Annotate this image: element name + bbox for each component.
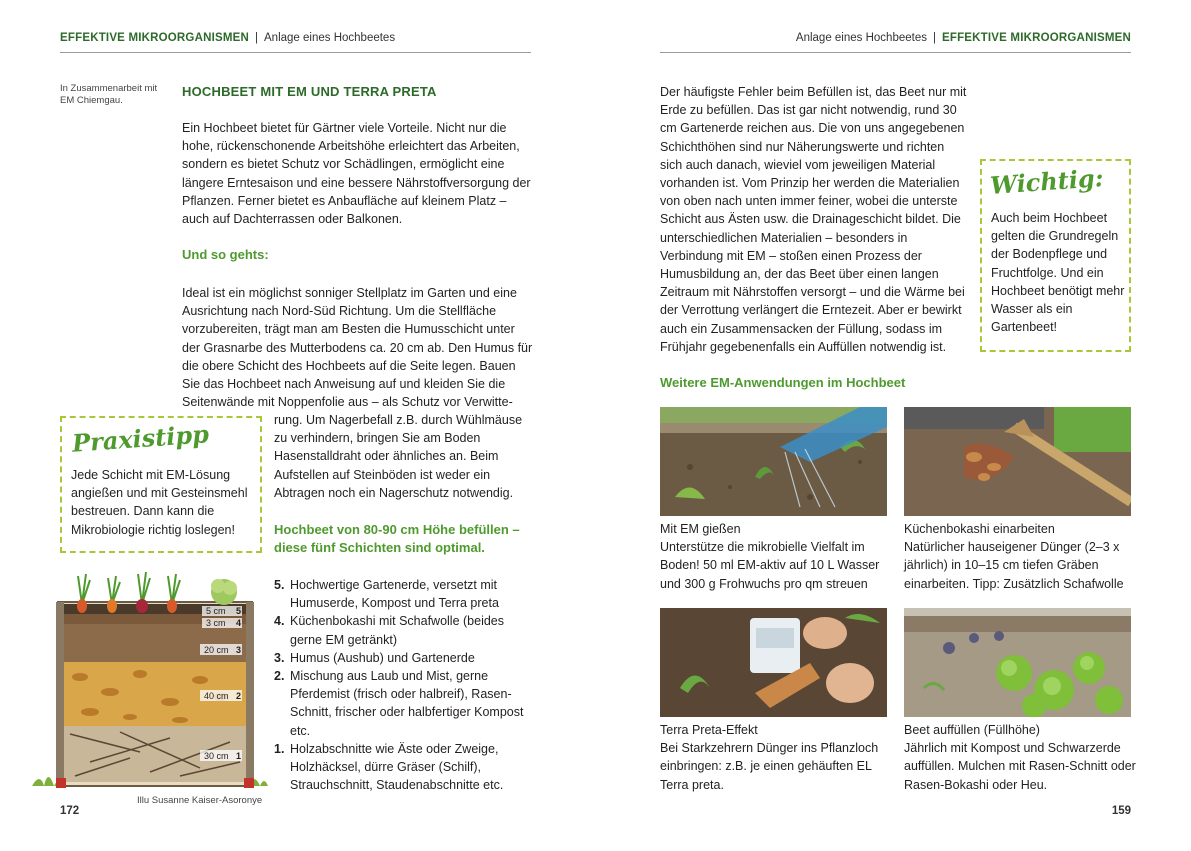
photo-caption-bokashi xyxy=(904,520,1144,593)
page-number-right: 159 xyxy=(1111,805,1131,817)
important-note-box xyxy=(980,159,1131,352)
caption-title: Küchenbokashi einarbeiten xyxy=(904,522,1055,536)
layer-5-depth: 5 cm xyxy=(206,606,226,616)
layer-1-depth: 30 cm xyxy=(204,751,229,761)
caption-text: Natürlicher hauseigener Dünger (2–3 x jährlich) in 10–15 cm tiefen Gräben einarbeiten. Tipp: Zusätzlich Schafwolle xyxy=(904,540,1124,591)
caption-text: Bei Starkzehrern Dünger ins Pflanzloch einbringen: z.B. je einen gehäuften EL Terra preta. xyxy=(660,741,879,792)
practice-tip-title: Praxistipp xyxy=(71,419,210,458)
instructions-paragraph: Ideal ist ein möglichst sonniger Stellplatz im Garten und eine Ausrichtung nach Nord-Süd Richtung. Um die Stellfläche vorzubereiten, trägt man am Besten die Humusschicht unter der Grasnarbe des Mutterbodens ca. 20 cm ab. Den Humus für die obere Schicht des Hochbeets auf die Seite legen. Bauen Sie das Hochbeet nach Anweisung auf und kleiden Sie die Seitenwände mit Noppenfolie aus – als Schutz vor Verwitte- xyxy=(182,286,533,410)
photo-bokashi xyxy=(904,407,1131,516)
caption-title: Mit EM gießen xyxy=(660,522,741,536)
layer-3-number: 3 xyxy=(236,645,242,655)
important-note-text: Auch beim Hochbeet gelten die Grundregeln der Bodenpflege und Fruchtfolge. Und ein Hochbeet benötigt mehr Wasser als ein Gartenbeet! xyxy=(991,211,1125,335)
layer-4-number: 4 xyxy=(236,618,242,628)
practice-tip-text: Jede Schicht mit EM-Lösung angießen und mit Gesteinsmehl bestreuen. Dann kann die Mikrobiologie richtig loslegen! xyxy=(71,468,248,537)
running-header-right xyxy=(796,32,1131,44)
layer-3-depth: 20 cm xyxy=(204,645,229,655)
list-item: 2. Mischung aus Laub und Mist, gerne Pferdemist (frisch oder halbreif), Rasen-Schnitt, frischer oder halbfertiger Kompost etc. xyxy=(274,669,524,738)
header-chapter-title: Anlage eines Hochbeetes xyxy=(795,32,927,44)
layer-2-number: 2 xyxy=(236,691,242,701)
page-number-left: 172 xyxy=(60,805,80,817)
left-page xyxy=(0,0,595,851)
right-foot xyxy=(244,778,254,788)
sidenote: In Zusammenarbeit mit EM Chiemgau. xyxy=(60,83,158,106)
intro-paragraph: Ein Hochbeet bietet für Gärtner viele Vorteile. Nicht nur die hohe, rückenschonende Arbeitshöhe erleichtert das Arbeiten, sondern es bietet Schutz vor Schädlingen, ermöglicht eine längere Erntesaison und eine bessere Nährstoffversorgung der Pflanzen. Ferner bietet es Anbaufläche auf kleinem Platz – auch auf Dachterrassen oder Balkonen. xyxy=(182,121,531,227)
illustration-credit: Illu Susanne Kaiser-Asoronye xyxy=(137,795,263,806)
header-separator: | xyxy=(255,32,259,44)
important-note-title: Wichtig: xyxy=(989,163,1105,200)
running-header-left xyxy=(60,32,395,44)
header-section-title: EFFEKTIVE MIKROORGANISMEN xyxy=(60,32,250,44)
header-separator: | xyxy=(932,32,936,44)
photo-terra-preta xyxy=(660,608,887,717)
layer-list xyxy=(274,576,534,794)
caption-title: Terra Preta-Effekt xyxy=(660,723,758,737)
layer-2-depth: 40 cm xyxy=(204,691,229,701)
caption-text: Unterstütze die mikrobielle Vielfalt im Boden! 50 ml EM-aktiv auf 10 L Wasser und 300 g Frohwuchs pro qm streuen xyxy=(660,540,880,591)
raised-bed-illustration xyxy=(30,562,270,790)
left-post xyxy=(56,602,64,788)
right-page xyxy=(596,0,1191,851)
header-chapter-title: Anlage eines Hochbeetes xyxy=(264,32,396,44)
photo-caption-filled-bed xyxy=(904,721,1144,794)
layer-4-depth: 3 cm xyxy=(206,618,226,628)
layer-5-number: 5 xyxy=(236,606,242,616)
fill-heading: Hochbeet von 80-90 cm Höhe befüllen – diese fünf Schichten sind optimal. xyxy=(274,522,520,555)
list-item: 3. Humus (Aushub) und Gartenerde xyxy=(274,650,475,665)
filling-paragraph: Der häufigste Fehler beim Befüllen ist, das Beet nur mit Erde zu befüllen. Das ist gar nicht notwendig, rund 30 cm Gartenerde reichen aus. Die von uns angegebenen Schichthöhen sind nur Näherungswerte und richten sich auch danach, wieviel vom jeweiligen Material vorhanden ist. Vom Prinzip her werden die Materialien von oben nach unten immer feiner, wobei die unterste Schicht aus Ästen usw. die Drainageschicht bildet. Die unterschiedlichen Materialien – besonders in Verbindung mit EM – stoßen einen Prozess der Humusbildung an, der das Beet über einen langen Zeitraum mit Nährstoffen versorgt – und die Wärme bei der Verrottung verlängert die Erntezeit. Aber er bewirkt auch ein Zusammensacken der Füllung, sodass im Frühjahr gegebenenfalls ein Auffüllen notwendig ist. xyxy=(660,85,967,354)
header-rule xyxy=(60,52,531,53)
list-item: 1. Holzabschnitte wie Äste oder Zweige, Holzhäcksel, dürre Gräser (Schilf), Strauchschnitt, Staudenabschnitte etc. xyxy=(274,741,504,793)
right-post xyxy=(246,602,254,788)
header-section-title: EFFEKTIVE MIKROORGANISMEN xyxy=(941,32,1131,44)
list-item: 4. Küchenbokashi mit Schafwolle (beides gerne EM getränkt) xyxy=(274,614,505,647)
photos-heading: Weitere EM-Anwendungen im Hochbeet xyxy=(660,375,906,390)
photo-caption-terra-preta xyxy=(660,721,900,794)
layer-1-number: 1 xyxy=(236,751,242,761)
photo-caption-watering xyxy=(660,520,900,593)
list-item: 5. Hochwertige Gartenerde, versetzt mit Humuserde, Kompost und Terra preta xyxy=(274,578,499,611)
article-title: HOCHBEET MIT EM UND TERRA PRETA xyxy=(182,84,437,99)
left-foot xyxy=(56,778,66,788)
practice-tip-box xyxy=(60,416,262,553)
instructions-paragraph-continued: rung. Um Nagerbefall z.B. durch Wühlmäuse zu verhindern, bringen Sie am Boden Hasenstalldraht oder ähnliches an. Beim Aufstellen auf Steinböden ist weder ein Abtragen noch ein Nagerschutz notwendig. xyxy=(274,413,523,500)
photo-filled-bed xyxy=(904,608,1131,717)
caption-text: Jährlich mit Kompost und Schwarzerde auffüllen. Mulchen mit Rasen-Schnitt oder Rasen-Bokashi oder Heu. xyxy=(904,741,1136,792)
photo-watering xyxy=(660,407,887,516)
layer-3 xyxy=(64,624,246,662)
header-rule xyxy=(660,52,1131,53)
subheading: Und so gehts: xyxy=(182,247,269,262)
caption-title: Beet auffüllen (Füllhöhe) xyxy=(904,723,1040,737)
